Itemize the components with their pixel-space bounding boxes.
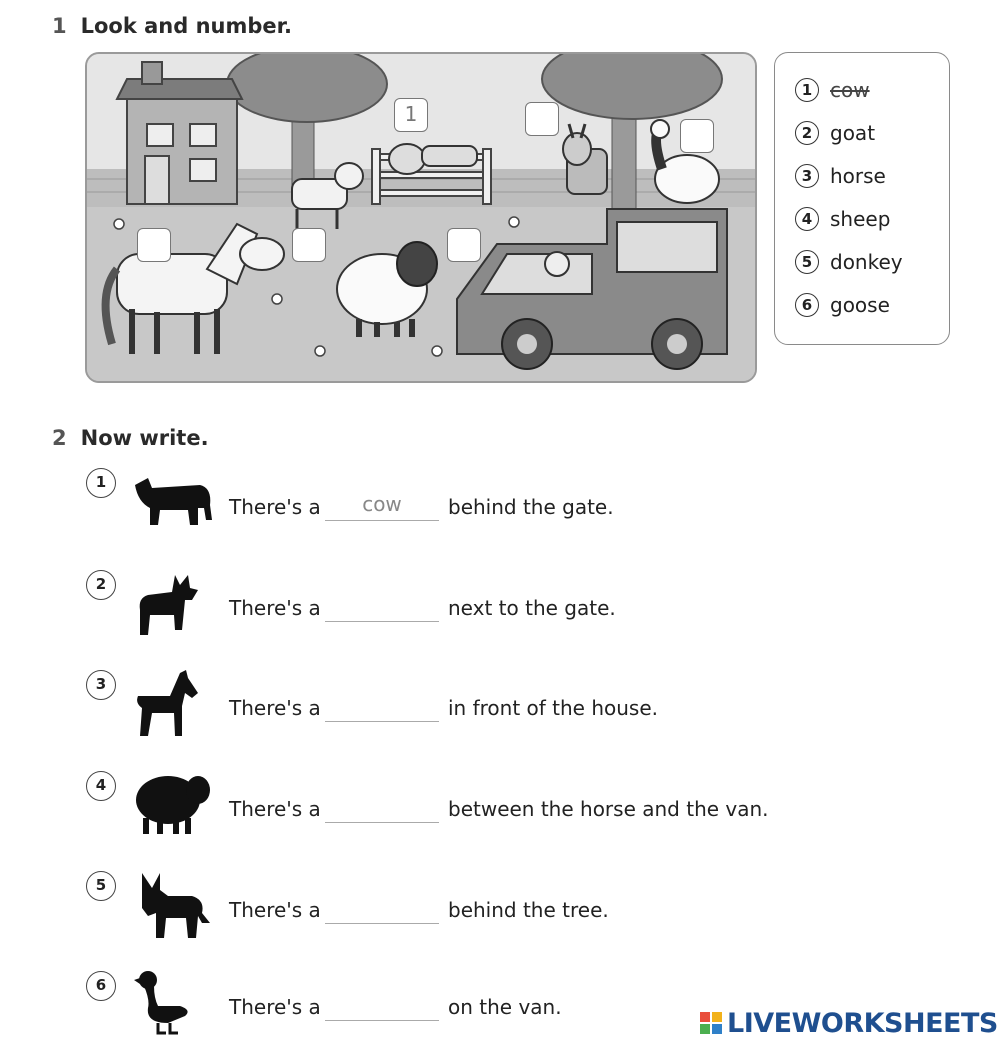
exercise-suffix: between the horse and the van. [448,797,769,821]
exercise-prefix: There's a [229,995,321,1019]
exercise-prefix: There's a [229,696,321,720]
word-list-item [795,161,886,191]
word-number: 4 [795,207,819,231]
sheep-silhouette-icon [130,770,215,838]
exercise-prefix: There's a [229,495,321,519]
exercise-number: 3 [86,670,116,700]
farm-scene-image [85,52,757,383]
word-number: 5 [795,250,819,274]
cow-silhouette-icon [130,470,215,530]
answer-input[interactable] [325,992,439,1021]
exercise-suffix: on the van. [448,995,562,1019]
exercise-number: 2 [86,570,116,600]
word-label: sheep [830,207,891,231]
liveworksheets-logo-icon [700,1012,722,1034]
horse-silhouette-icon [130,668,205,740]
scene-answer-box-horse[interactable] [137,228,171,262]
exercise-suffix: behind the gate. [448,495,614,519]
exercise-prefix: There's a [229,898,321,922]
word-label: horse [830,164,886,188]
answer-input[interactable]: cow [325,492,439,521]
scene-answer-box-goat[interactable] [292,228,326,262]
donkey-silhouette-icon [130,868,215,942]
exercise-prefix: There's a [229,596,321,620]
word-label: goat [830,121,876,145]
exercise-prefix: There's a [229,797,321,821]
exercise-suffix: next to the gate. [448,596,616,620]
word-label: cow [830,78,870,102]
word-list-panel [774,52,950,345]
goose-silhouette-icon [130,968,200,1040]
word-number: 2 [795,121,819,145]
liveworksheets-logo-text: LIVEWORKSHEETS [727,1007,998,1039]
section-1-label: Look and number. [80,14,292,38]
exercise-number: 4 [86,771,116,801]
word-list-item [795,204,890,234]
word-label: goose [830,293,890,317]
word-list-item [795,247,903,277]
exercise-number: 6 [86,971,116,1001]
section-1-title [52,14,292,38]
goat-silhouette-icon [130,570,205,640]
scene-answer-box-goose[interactable] [680,119,714,153]
section-2-title [52,426,209,450]
word-number: 1 [795,78,819,102]
section-2-label: Now write. [80,426,209,450]
word-list-item [795,75,870,105]
word-list-item [795,118,875,148]
word-label: donkey [830,250,903,274]
exercise-number: 1 [86,468,116,498]
answer-input[interactable] [325,794,439,823]
scene-answer-box-sheep[interactable] [447,228,481,262]
answer-input[interactable] [325,693,439,722]
section-2-number: 2 [52,426,67,450]
exercise-number: 5 [86,871,116,901]
liveworksheets-logo[interactable] [700,1005,998,1041]
exercise-suffix: behind the tree. [448,898,609,922]
answer-input[interactable] [325,593,439,622]
word-number: 3 [795,164,819,188]
house [117,62,242,204]
word-list-item [795,290,890,320]
exercise-suffix: in front of the house. [448,696,659,720]
section-1-number: 1 [52,14,67,38]
scene-answer-box-donkey[interactable] [525,102,559,136]
answer-input[interactable] [325,895,439,924]
scene-answer-box-cow[interactable]: 1 [394,98,428,132]
word-number: 6 [795,293,819,317]
